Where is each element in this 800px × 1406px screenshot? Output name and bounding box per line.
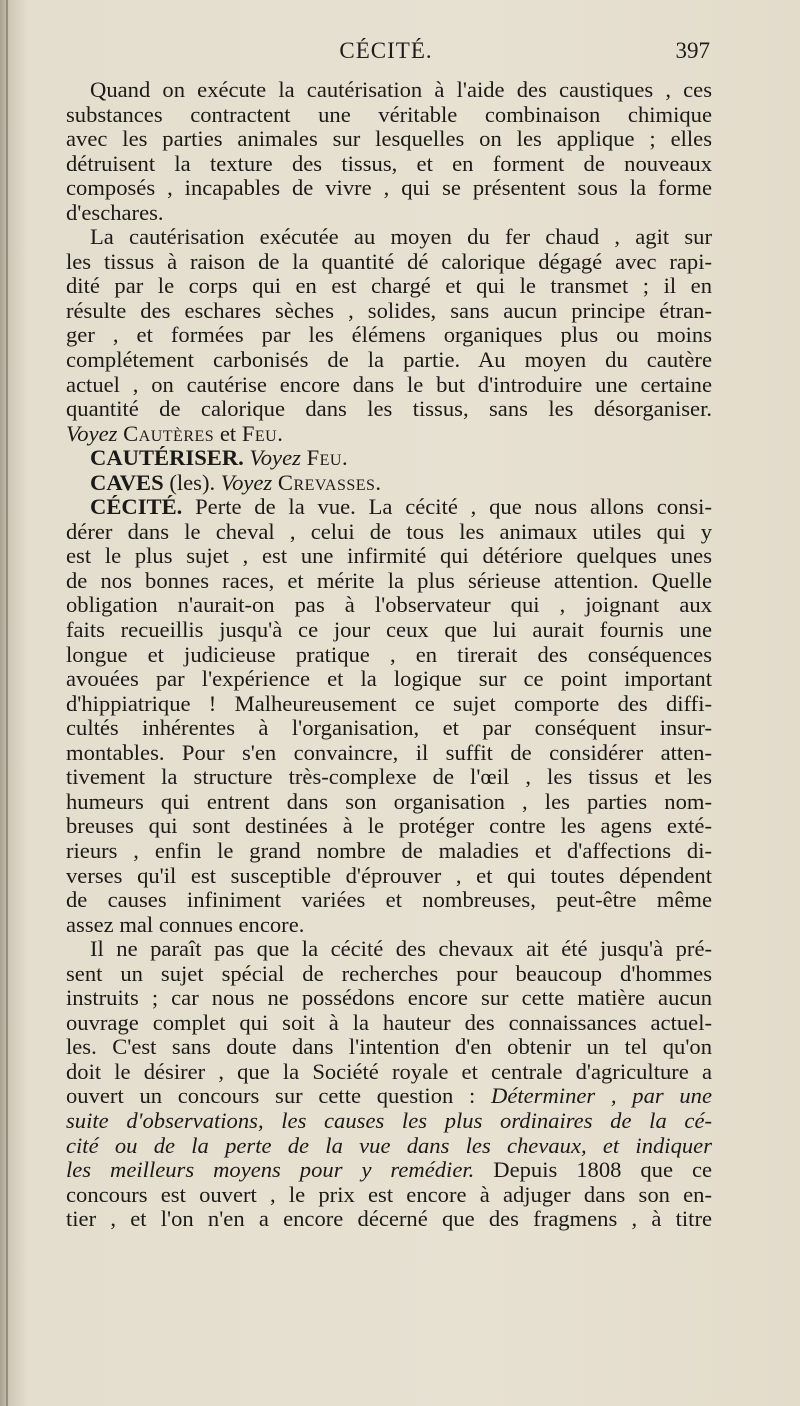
- voyez-label: Voyez: [249, 445, 301, 471]
- xref-target: Feu.: [306, 445, 349, 471]
- text-line: de nos bonnes races, et mérite la plus sérieuse attention. Quelle: [66, 568, 712, 593]
- text-line: [66, 1084, 712, 1109]
- text-line: longue et judicieuse pratique , en tirerait des conséquences: [66, 642, 712, 667]
- page-gutter: [6, 0, 8, 1406]
- text-line: rieurs , enfin le grand nombre de maladies et d'affections di-: [66, 838, 712, 863]
- text-line: humeurs qui entrent dans son organisation , les parties nom-: [66, 789, 712, 814]
- text-line: concours est ouvert , le prix est encore à adjuger dans son en-: [66, 1182, 712, 1207]
- text-line: résulte des eschares sèches , solides, sans aucun principe étran-: [66, 298, 712, 323]
- text-line: avec les parties animales sur lesquelles on les applique ; elles: [66, 127, 712, 152]
- text-line: complétement carbonisés de la partie. Au moyen du cautère: [66, 348, 712, 373]
- voyez-label: Voyez: [220, 469, 273, 495]
- text-line: montables. Pour s'en convaincre, il suffit de considérer atten-: [66, 740, 712, 765]
- xref-conjunction: et: [219, 421, 237, 446]
- text-line: les tissus à raison de la quantité dé calorique dégagé avec rapi-: [66, 249, 712, 274]
- entry-qualifier: (les).: [169, 469, 216, 495]
- text-line: cultés inhérentes à l'organisation, et par conséquent insur-: [66, 716, 712, 741]
- text-line: tivement la structure très-complexe de l'œil , les tissus et les: [66, 765, 712, 790]
- text-line: dérer dans le cheval , celui de tous les animaux utiles qui y: [66, 519, 712, 544]
- entry-headword: CÉCITÉ.: [90, 495, 183, 520]
- text-line: détruisent la texture des tissus, et en forment de nouveaux: [66, 151, 712, 176]
- text-line: Il ne paraît pas que la cécité des chevaux ait été jusqu'à pré-: [90, 937, 712, 962]
- contest-question: cité ou de la perte de la vue dans les chevaux, et indiquer: [66, 1133, 712, 1158]
- cross-reference: [66, 422, 712, 447]
- xref-target: Feu.: [241, 421, 284, 446]
- page-header: [62, 38, 710, 78]
- text-line: d'eschares.: [66, 200, 164, 225]
- entry-text: Perte de la vue. La cécité , que nous allons consi-: [195, 495, 712, 520]
- contest-question: Déterminer , par une: [491, 1084, 712, 1109]
- xref-target: Crevasses.: [277, 469, 382, 495]
- dictionary-entry-cauteriser: [66, 446, 712, 471]
- text-line: dité par le corps qui en est chargé et qui le transmet ; il en: [66, 274, 712, 299]
- entry-headword: CAVES: [90, 469, 164, 495]
- page-number: 397: [675, 38, 710, 63]
- text-line: de causes infiniment variées et nombreuses, peut-être même: [66, 888, 712, 913]
- text-fragment: Depuis 1808 que ce: [493, 1158, 712, 1183]
- voyez-label: Voyez: [66, 421, 118, 446]
- text-line: [66, 1158, 712, 1183]
- text-line: sent un sujet spécial de recherches pour beaucoup d'hommes: [66, 961, 712, 986]
- text-line: faits recueillis jusqu'à ce jour ceux que lui aurait fournis une: [66, 618, 712, 643]
- text-line: instruits ; car nous ne possédons encore sur cette matière aucun: [66, 986, 712, 1011]
- text-line: obligation n'aurait-on pas à l'observateur qui , joignant aux: [66, 593, 712, 618]
- text-line: actuel , on cautérise encore dans le but d'introduire une certaine: [66, 372, 712, 397]
- text-line: doit le désirer , que la Société royale et centrale d'agriculture a: [66, 1059, 712, 1084]
- text-line: d'hippiatrique ! Malheureusement ce sujet comporte des diffi-: [66, 691, 712, 716]
- entry-headword: CAUTÉRISER.: [90, 445, 244, 471]
- text-line: est le plus sujet , est une infirmité qui détériore quelques unes: [66, 544, 712, 569]
- contest-question: les meilleurs moyens pour y remédier.: [66, 1158, 475, 1183]
- xref-target: Cautères: [123, 421, 215, 446]
- text-line: verses qu'il est susceptible d'éprouver , et qui toutes dépendent: [66, 863, 712, 888]
- text-line: tier , et l'on n'en a encore décerné que des fragmens , à titre: [66, 1207, 712, 1232]
- question-lead: ouvert un concours sur cette question :: [66, 1084, 476, 1109]
- text-line: ger , et formées par les élémens organiques plus ou moins: [66, 323, 712, 348]
- body-text: [66, 78, 712, 1232]
- text-line: ouvrage complet qui soit à la hauteur des connaissances actuel-: [66, 1010, 712, 1035]
- contest-question: suite d'observations, les causes les plus ordinaires de la cé-: [66, 1108, 712, 1133]
- text-line: assez mal connues encore.: [66, 912, 305, 937]
- dictionary-entry-cecite: [66, 495, 712, 520]
- text-line: composés , incapables de vivre , qui se présentent sous la forme: [66, 176, 712, 201]
- text-line: quantité de calorique dans les tissus, sans les désorganiser.: [66, 397, 712, 422]
- text-line: Quand on exécute la cautérisation à l'aide des caustiques , ces: [90, 78, 712, 102]
- text-line: breuses qui sont destinées à le protéger contre les agens exté-: [66, 814, 712, 839]
- text-line: La cautérisation exécutée au moyen du fer chaud , agit sur: [90, 225, 712, 250]
- text-line: substances contractent une véritable combinaison chimique: [66, 102, 712, 127]
- running-title: CÉCITÉ.: [339, 38, 433, 63]
- text-line: avouées par l'expérience et la logique sur ce point important: [66, 667, 712, 692]
- dictionary-entry-caves: [66, 471, 712, 496]
- text-line: les. C'est sans doute dans l'intention d'en obtenir un tel qu'on: [66, 1035, 712, 1060]
